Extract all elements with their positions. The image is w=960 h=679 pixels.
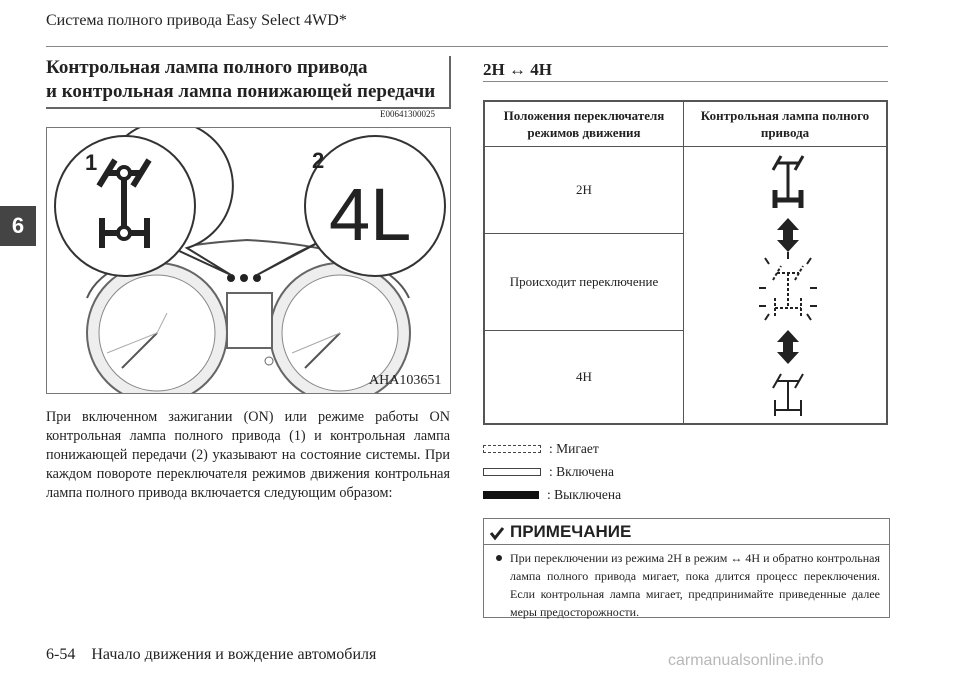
legend-blinking-label: : Мигает [549, 441, 599, 456]
instrument-cluster-illustration [47, 128, 450, 393]
legend-on [483, 464, 614, 480]
lamp-4h-icon [773, 374, 803, 416]
table-row-4h: 4H [484, 330, 684, 424]
center-display [227, 293, 272, 348]
lamp-2h-icon [773, 156, 803, 208]
callout-1-number: 1 [85, 150, 98, 175]
bullet-icon [496, 555, 502, 561]
note-text: При переключении из режима 2H в режим ↔ 4H и обратно контрольная лампа полного привода мигает, пока длится процесс переключения. Если контрольная лампа мигает, предпринимайте приведенные далее меры предосторожности. [510, 551, 880, 619]
body-paragraph: При включенном зажигании (ON) или режиме работы ON контрольная лампа полного привода (1) и контрольная лампа понижающей передачи (2) указывают на состояние системы. При каждом повороте переключателя режимов движения контрольная лампа полного привода включается следующим образом: [46, 409, 450, 501]
updown-arrow-1 [777, 218, 799, 252]
table-header-lamp: Контрольная лампа полного привода [684, 101, 888, 147]
legend-off-label: : Выключена [547, 487, 622, 502]
section-title-line1: Контрольная лампа полного привода [46, 57, 368, 78]
updown-arrow-2 [777, 330, 799, 364]
legend-off [483, 487, 621, 503]
lamp-blinking-icon [773, 266, 803, 316]
legend-outline-swatch [483, 468, 541, 476]
note-box [483, 518, 890, 618]
instrument-cluster-figure [46, 127, 451, 394]
mode-heading: 2H ↔ 4H [483, 60, 552, 79]
mode-table [483, 100, 888, 425]
header-divider [46, 46, 888, 47]
lamp-sequence-illustration [685, 148, 885, 418]
section-title-line2: и контрольная лампа понижающей передачи [46, 81, 436, 102]
table-row-switching: Происходит переключение [484, 234, 684, 331]
note-divider [484, 544, 889, 545]
watermark: carmanualsonline.info [668, 652, 824, 669]
legend-dashed-swatch [483, 445, 541, 453]
page-footer: 6-54 Начало движения и вождение автомобиля [46, 646, 377, 663]
table-row-2h: 2H [484, 147, 684, 234]
note-title: ПРИМЕЧАНИЕ [510, 522, 632, 541]
chapter-tab: 6 [0, 206, 36, 246]
legend-solid-swatch [483, 491, 539, 499]
legend-blinking [483, 441, 599, 457]
figure-caption: AHA103651 [369, 373, 442, 388]
table-header-switch: Положения переключателя режимов движения [484, 101, 684, 147]
section-title-side-rule [449, 56, 451, 109]
page-header-title: Система полного привода Easy Select 4WD* [46, 12, 347, 29]
callout-2-number: 2 [312, 148, 325, 173]
section-title [46, 56, 450, 104]
low-range-lamp-text: 4L [329, 173, 412, 256]
lamp-sequence-cell [684, 147, 888, 425]
section-code: E00641300025 [380, 109, 435, 119]
mode-heading-rule [483, 81, 888, 82]
checkmark-icon [489, 525, 505, 541]
legend-on-label: : Включена [549, 464, 614, 479]
